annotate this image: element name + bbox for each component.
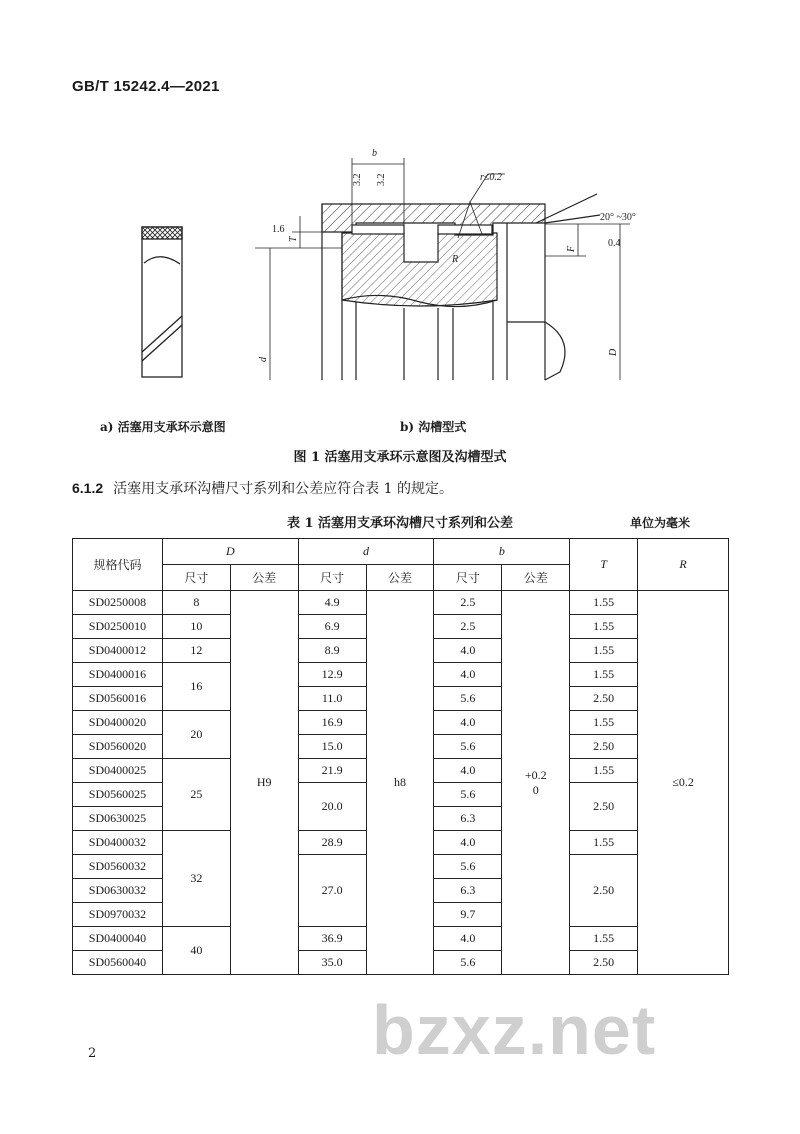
cell-code: SD0560032	[73, 855, 163, 879]
cell-D: 8	[162, 591, 230, 615]
cell-d: 6.9	[298, 615, 366, 639]
label-d: d	[258, 357, 269, 362]
cell-T: 2.50	[570, 735, 638, 759]
cell-b: 5.6	[434, 735, 502, 759]
label-ra04: 0.4	[608, 238, 621, 249]
cell-R: ≤0.2	[638, 591, 729, 975]
cell-T: 1.55	[570, 663, 638, 687]
cell-D: 25	[162, 759, 230, 831]
header-D-tol: 公差	[230, 565, 298, 591]
label-R: R	[452, 254, 459, 265]
label-ra32a: 3.2	[352, 173, 363, 186]
cell-d: 35.0	[298, 951, 366, 975]
header-d-size: 尺寸	[298, 565, 366, 591]
cell-code: SD0630032	[73, 879, 163, 903]
cell-D: 10	[162, 615, 230, 639]
header-R: R	[638, 539, 729, 591]
cell-d: 11.0	[298, 687, 366, 711]
header-b: b	[434, 539, 570, 565]
cell-b: 2.5	[434, 615, 502, 639]
cell-D: 20	[162, 711, 230, 759]
table-title: 表 1 活塞用支承环沟槽尺寸系列和公差	[286, 516, 514, 531]
table-row	[73, 591, 729, 615]
cell-b: 4.0	[434, 639, 502, 663]
cell-T: 1.55	[570, 615, 638, 639]
cell-code: SD0400012	[73, 639, 163, 663]
cell-code: SD0970032	[73, 903, 163, 927]
cell-code: SD0250010	[73, 615, 163, 639]
subcaption-a: a) 活塞用支承环示意图	[100, 420, 226, 434]
cell-D: 12	[162, 639, 230, 663]
cell-b: 4.0	[434, 759, 502, 783]
cell-T: 2.50	[570, 855, 638, 927]
label-ra16: 1.6	[272, 224, 285, 235]
cell-b: 4.0	[434, 927, 502, 951]
header-b-tol: 公差	[502, 565, 570, 591]
cell-code: SD0400040	[73, 927, 163, 951]
cell-T: 2.50	[570, 687, 638, 711]
cell-b: 5.6	[434, 855, 502, 879]
cell-b: 9.7	[434, 903, 502, 927]
cell-T: 1.55	[570, 759, 638, 783]
label-b: b	[372, 148, 377, 159]
cell-code: SD0400025	[73, 759, 163, 783]
cell-b: 4.0	[434, 711, 502, 735]
cell-d: 12.9	[298, 663, 366, 687]
cell-d: 21.9	[298, 759, 366, 783]
cell-D: 40	[162, 927, 230, 975]
table-unit: 单位为毫米	[629, 516, 690, 530]
paragraph-6-1-2	[72, 478, 453, 498]
cell-D: 16	[162, 663, 230, 711]
cell-b: 4.0	[434, 663, 502, 687]
cell-d: 36.9	[298, 927, 366, 951]
cell-T: 1.55	[570, 591, 638, 615]
label-angle: 20° ~30°	[600, 212, 636, 223]
ring-sketch	[142, 227, 182, 377]
header-d-tol: 公差	[366, 565, 434, 591]
b-tol-upper: +0.2	[524, 767, 547, 782]
label-r: r≤0.2	[480, 172, 502, 183]
clause-text: 活塞用支承环沟槽尺寸系列和公差应符合表 1 的规定。	[113, 481, 453, 497]
cell-d: 15.0	[298, 735, 366, 759]
cell-code: SD0400020	[73, 711, 163, 735]
cell-T: 1.55	[570, 711, 638, 735]
label-T: T	[288, 236, 299, 242]
cell-b: 4.0	[434, 831, 502, 855]
cell-d: 28.9	[298, 831, 366, 855]
standard-number: GB/T 15242.4—2021	[72, 78, 220, 95]
cell-d-tol: h8	[366, 591, 434, 975]
cell-T: 2.50	[570, 783, 638, 831]
cell-code: SD0560040	[73, 951, 163, 975]
cell-D-tol: H9	[230, 591, 298, 975]
cell-T: 1.55	[570, 927, 638, 951]
cell-b: 5.6	[434, 951, 502, 975]
cell-d: 16.9	[298, 711, 366, 735]
figure-caption: 图 1 活塞用支承环示意图及沟槽型式	[293, 450, 507, 465]
cell-code: SD0560016	[73, 687, 163, 711]
header-code: 规格代码	[73, 539, 163, 591]
cell-b: 2.5	[434, 591, 502, 615]
cell-b: 6.3	[434, 807, 502, 831]
cell-b: 5.6	[434, 687, 502, 711]
cell-T: 1.55	[570, 639, 638, 663]
cell-d: 20.0	[298, 783, 366, 831]
subcaption-b: b) 沟槽型式	[400, 420, 467, 434]
cell-code: SD0560020	[73, 735, 163, 759]
cell-b: 6.3	[434, 879, 502, 903]
watermark: bzxz.net	[372, 991, 657, 1069]
cell-d: 4.9	[298, 591, 366, 615]
groove-drawing	[255, 158, 630, 380]
spec-table	[72, 538, 729, 975]
cell-b: 5.6	[434, 783, 502, 807]
cell-code: SD0400016	[73, 663, 163, 687]
cell-D: 32	[162, 831, 230, 927]
clause-number: 6.1.2	[72, 480, 104, 496]
label-F: F	[566, 245, 577, 252]
header-b-size: 尺寸	[434, 565, 502, 591]
label-D: D	[608, 348, 619, 356]
b-tol-lower: 0	[532, 782, 539, 797]
cell-code: SD0560025	[73, 783, 163, 807]
figure-1	[0, 130, 800, 430]
cell-code: SD0400032	[73, 831, 163, 855]
cell-code: SD0630025	[73, 807, 163, 831]
header-T: T	[570, 539, 638, 591]
cell-d: 8.9	[298, 639, 366, 663]
cell-code: SD0250008	[73, 591, 163, 615]
page-number: 2	[88, 1046, 97, 1061]
cell-T: 1.55	[570, 831, 638, 855]
label-ra32b: 3.2	[376, 173, 387, 186]
figure-drawing	[0, 130, 800, 430]
header-D: D	[162, 539, 298, 565]
cell-d: 27.0	[298, 855, 366, 927]
cell-T: 2.50	[570, 951, 638, 975]
header-D-size: 尺寸	[162, 565, 230, 591]
cell-b-tol	[502, 591, 570, 975]
header-d: d	[298, 539, 434, 565]
